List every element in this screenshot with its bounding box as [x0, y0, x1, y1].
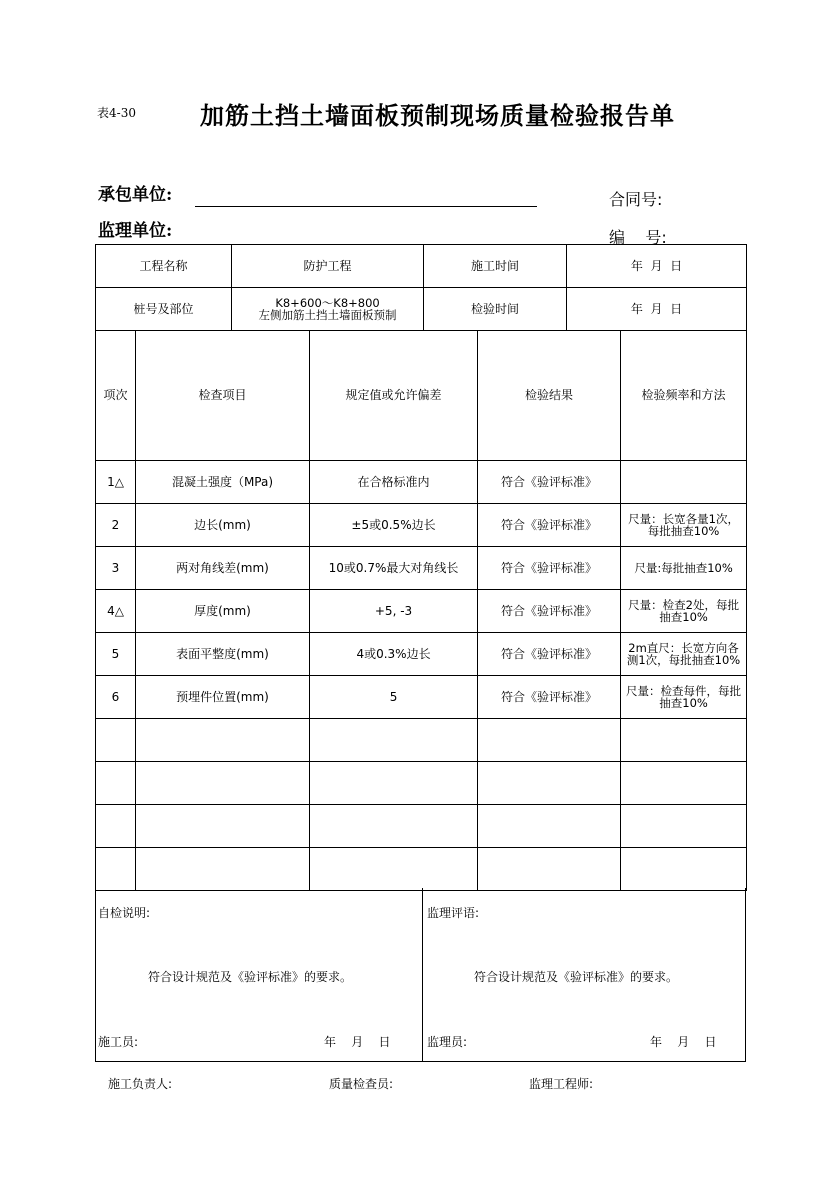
- inspection-time-value: 年 月 日: [567, 288, 747, 331]
- row-item: 表面平整度(mm): [136, 633, 310, 676]
- info-row-station: [96, 288, 747, 331]
- col-item-no: 项次: [96, 331, 136, 461]
- row-result: 符合《验评标准》: [478, 590, 621, 633]
- supervisor-unit-label: 监理单位:: [98, 221, 173, 241]
- table-row: [96, 504, 747, 547]
- contractor-underline: [195, 206, 537, 207]
- row-method: 尺量：检查2处，每批抽查10%: [621, 590, 747, 633]
- row-result: 符合《验评标准》: [478, 461, 621, 504]
- row-method: 尺量：检查每件，每批抽查10%: [621, 676, 747, 719]
- contractor-label: 承包单位:: [98, 185, 173, 205]
- table-row: [96, 633, 747, 676]
- inspection-table: [95, 244, 747, 891]
- table-row: [96, 547, 747, 590]
- row-item: 两对角线差(mm): [136, 547, 310, 590]
- row-no: 6: [96, 676, 136, 719]
- project-name-value: 防护工程: [232, 245, 424, 288]
- form-code: 表4-30: [97, 106, 136, 120]
- station-label: 桩号及部位: [96, 288, 232, 331]
- row-method: 尺量:每批抽查10%: [621, 547, 747, 590]
- row-spec: 5: [310, 676, 478, 719]
- col-result: 检验结果: [478, 331, 621, 461]
- quality-inspector-label: 质量检查员:: [329, 1077, 394, 1091]
- page-title: 加筋土挡土墙面板预制现场质量检验报告单: [200, 101, 675, 130]
- constructor-date: 年 月 日: [324, 1035, 391, 1049]
- row-method: 2m直尺：长宽方向各测1次，每批抽查10%: [621, 633, 747, 676]
- row-spec: +5, -3: [310, 590, 478, 633]
- supervising-engineer-label: 监理工程师:: [529, 1077, 594, 1091]
- self-check-label: 自检说明:: [98, 906, 151, 920]
- info-row-project: [96, 245, 747, 288]
- project-name-label: 工程名称: [96, 245, 232, 288]
- construction-lead-label: 施工负责人:: [108, 1077, 173, 1091]
- row-no: 2: [96, 504, 136, 547]
- row-result: 符合《验评标准》: [478, 633, 621, 676]
- row-result: 符合《验评标准》: [478, 504, 621, 547]
- supervisor-date: 年 月 日: [650, 1035, 717, 1049]
- construction-time-label: 施工时间: [424, 245, 567, 288]
- supervision-label: 监理评语:: [427, 906, 480, 920]
- col-method: 检验频率和方法: [621, 331, 747, 461]
- row-item: 边长(mm): [136, 504, 310, 547]
- col-spec: 规定值或允许偏差: [310, 331, 478, 461]
- empty-row: [96, 848, 747, 891]
- station-value-line1: K8+600～K8+800: [275, 296, 380, 310]
- row-item: 预埋件位置(mm): [136, 676, 310, 719]
- row-no: 4△: [96, 590, 136, 633]
- col-check-item: 检查项目: [136, 331, 310, 461]
- supervisor-label: 监理员:: [427, 1035, 468, 1049]
- constructor-label: 施工员:: [98, 1035, 139, 1049]
- self-check-text: 符合设计规范及《验评标准》的要求。: [148, 970, 353, 984]
- row-spec: 10或0.7%最大对角线长: [310, 547, 478, 590]
- row-method: 尺量：长宽各量1次，每批抽查10%: [621, 504, 747, 547]
- station-value-line2: 左侧加筋土挡土墙面板预制: [258, 308, 397, 322]
- row-method: [621, 461, 747, 504]
- signature-section: [95, 888, 746, 1062]
- inspection-time-label: 检验时间: [424, 288, 567, 331]
- row-item: 厚度(mm): [136, 590, 310, 633]
- row-spec: ±5或0.5%边长: [310, 504, 478, 547]
- empty-row: [96, 719, 747, 762]
- supervision-text: 符合设计规范及《验评标准》的要求。: [474, 970, 679, 984]
- construction-time-value: 年 月 日: [567, 245, 747, 288]
- table-row: [96, 461, 747, 504]
- table-row: [96, 590, 747, 633]
- row-spec: 在合格标准内: [310, 461, 478, 504]
- row-no: 3: [96, 547, 136, 590]
- row-no: 1△: [96, 461, 136, 504]
- column-header-row: [96, 331, 747, 461]
- table-row: [96, 676, 747, 719]
- empty-row: [96, 805, 747, 848]
- serial-no-label: 编 号:: [609, 228, 667, 247]
- row-no: 5: [96, 633, 136, 676]
- signature-divider: [422, 888, 423, 1061]
- row-spec: 4或0.3%边长: [310, 633, 478, 676]
- row-result: 符合《验评标准》: [478, 547, 621, 590]
- row-result: 符合《验评标准》: [478, 676, 621, 719]
- empty-row: [96, 762, 747, 805]
- contract-no-label: 合同号:: [609, 190, 663, 209]
- station-value: [232, 288, 424, 331]
- row-item: 混凝土强度（MPa): [136, 461, 310, 504]
